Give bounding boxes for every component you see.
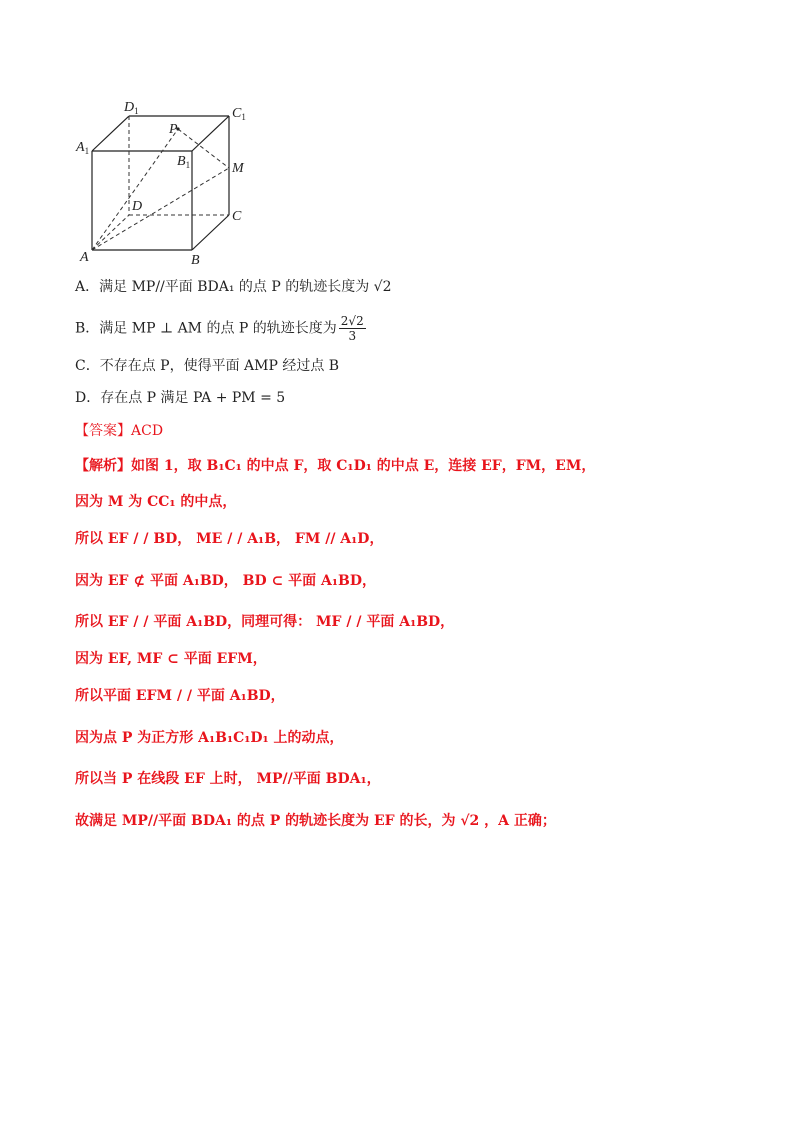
analysis-text: 因为 EF, MF ⊂ 平面 EFM， <box>75 651 267 667</box>
label-D1: $D_1$ <box>124 100 139 116</box>
fraction-denominator: 3 <box>348 329 357 343</box>
analysis-text: 因为 EF ⊄ 平面 A₁BD， BD ⊂ 平面 A₁BD， <box>75 573 376 589</box>
cube-figure <box>74 96 264 266</box>
edge-B1-C1 <box>192 116 229 151</box>
edge-B-C <box>192 215 229 250</box>
analysis-line-10 <box>75 811 556 831</box>
answer-line <box>75 421 163 441</box>
option-letter: B． <box>75 320 100 337</box>
analysis-line-8 <box>75 728 344 748</box>
option-text: 满足 MP ⊥ AM 的点 P 的轨迹长度为 <box>99 320 337 337</box>
edge-A-D <box>92 215 129 250</box>
analysis-text: 所以 EF / / 平面 A₁BD，同理可得： MF / / 平面 A₁BD， <box>75 614 455 630</box>
label-A: A <box>80 250 89 265</box>
analysis-line-7 <box>75 686 285 706</box>
option-a <box>75 277 392 297</box>
analysis-line-9 <box>75 769 381 789</box>
analysis-line-2 <box>75 492 236 512</box>
analysis-line-3 <box>75 529 383 549</box>
option-letter: A． <box>75 279 100 295</box>
segment-A-M <box>92 168 229 250</box>
label-C1: $C_1$ <box>232 106 246 122</box>
option-d <box>75 388 285 408</box>
analysis-line-6 <box>75 649 267 669</box>
answer-label: 【答案】 <box>75 423 131 439</box>
option-c <box>75 356 339 376</box>
label-M: M <box>232 161 244 176</box>
label-P: P <box>169 122 178 137</box>
label-B1: $B_1$ <box>177 154 191 170</box>
analysis-text: 所以当 P 在线段 EF 上时， MP//平面 BDA₁， <box>75 771 381 787</box>
analysis-text: 所以 EF / / BD， ME / / A₁B， FM // A₁D， <box>75 531 384 547</box>
option-text: 满足 MP//平面 BDA₁ 的点 P 的轨迹长度为 √2 <box>99 279 392 295</box>
option-text: 不存在点 P，使得平面 AMP 经过点 B <box>99 358 340 374</box>
analysis-label: 【解析】 <box>75 458 131 474</box>
option-letter: C． <box>75 358 100 374</box>
analysis-text: 如图 1，取 B₁C₁ 的中点 F，取 C₁D₁ 的中点 E，连接 EF，FM，EM， <box>131 458 596 474</box>
analysis-line-1 <box>75 456 595 476</box>
analysis-line-5 <box>75 612 454 632</box>
option-letter: D． <box>75 390 101 406</box>
option-text: 存在点 P 满足 PA + PM = 5 <box>100 390 286 406</box>
analysis-text: 因为 M 为 CC₁ 的中点， <box>75 494 237 510</box>
fraction-numerator: 2√2 <box>340 314 364 328</box>
label-C: C <box>232 209 242 224</box>
analysis-text: 所以平面 EFM / / 平面 A₁BD， <box>75 688 285 704</box>
option-b <box>75 314 366 343</box>
analysis-line-4 <box>75 571 376 591</box>
analysis-text: 故满足 MP//平面 BDA₁ 的点 P 的轨迹长度为 EF 的长，为 √2 ，A 正确； <box>75 813 556 829</box>
label-D: D <box>132 199 143 214</box>
fraction <box>339 314 366 343</box>
analysis-text: 因为点 P 为正方形 A₁B₁C₁D₁ 上的动点， <box>75 730 344 746</box>
label-A1: $A_1$ <box>76 140 90 156</box>
answer-value: ACD <box>131 423 164 439</box>
label-B: B <box>191 253 200 266</box>
segment-A-P <box>92 129 178 250</box>
edge-A1-D1 <box>92 116 129 151</box>
